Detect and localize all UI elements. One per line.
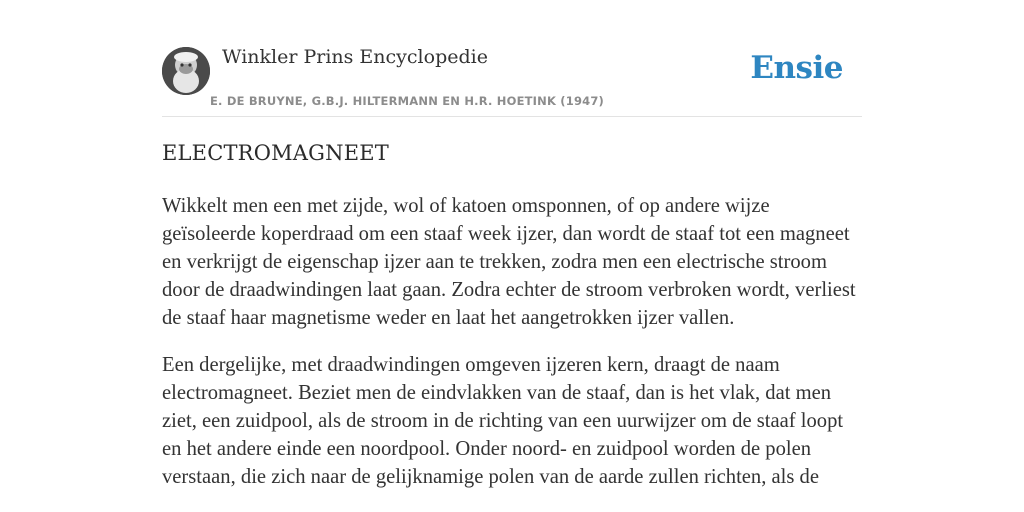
entry-paragraph: Wikkelt men een met zijde, wol of katoen omsponnen, of op andere wijze geïsoleerde koperdraad om een staaf week ijzer, dan wordt de staaf tot een magneet en verkrijgt de eigenschap ijzer aan te trekken, zodra men een electrische stroom door de draadwindingen laat gaan. Zodra echter de stroom verbroken wordt, verliest de staaf haar magnetisme weder en laat het aangetrokken ijzer vallen.: [162, 195, 856, 329]
author-avatar[interactable]: [162, 47, 210, 95]
article-container: [162, 0, 862, 488]
entry-title: ELECTROMAGNEET: [162, 141, 389, 165]
entry-paragraph: Een dergelijke, met draadwindingen omgeven ijzeren kern, draagt de naam electromagneet. Beziet men de eindvlakken van de staaf, dan is het vlak, dat men ziet, een zuidpool, als de stroom in de richting van een uurwijzer om de staaf loopt en het andere einde een noordpool. Onder noord- en zuidpool worden de polen verstaan, die zich naar de gelijknamige polen van de aarde zullen richten, als de: [162, 354, 844, 488]
ensie-logo[interactable]: Ensie: [750, 50, 843, 86]
source-authors: E. DE BRUYNE, G.B.J. HILTERMANN EN H.R. HOETINK (1947): [210, 94, 605, 108]
entry-body: [162, 192, 862, 510]
source-title[interactable]: Winkler Prins Encyclopedie: [222, 46, 488, 68]
source-header: [162, 0, 862, 117]
